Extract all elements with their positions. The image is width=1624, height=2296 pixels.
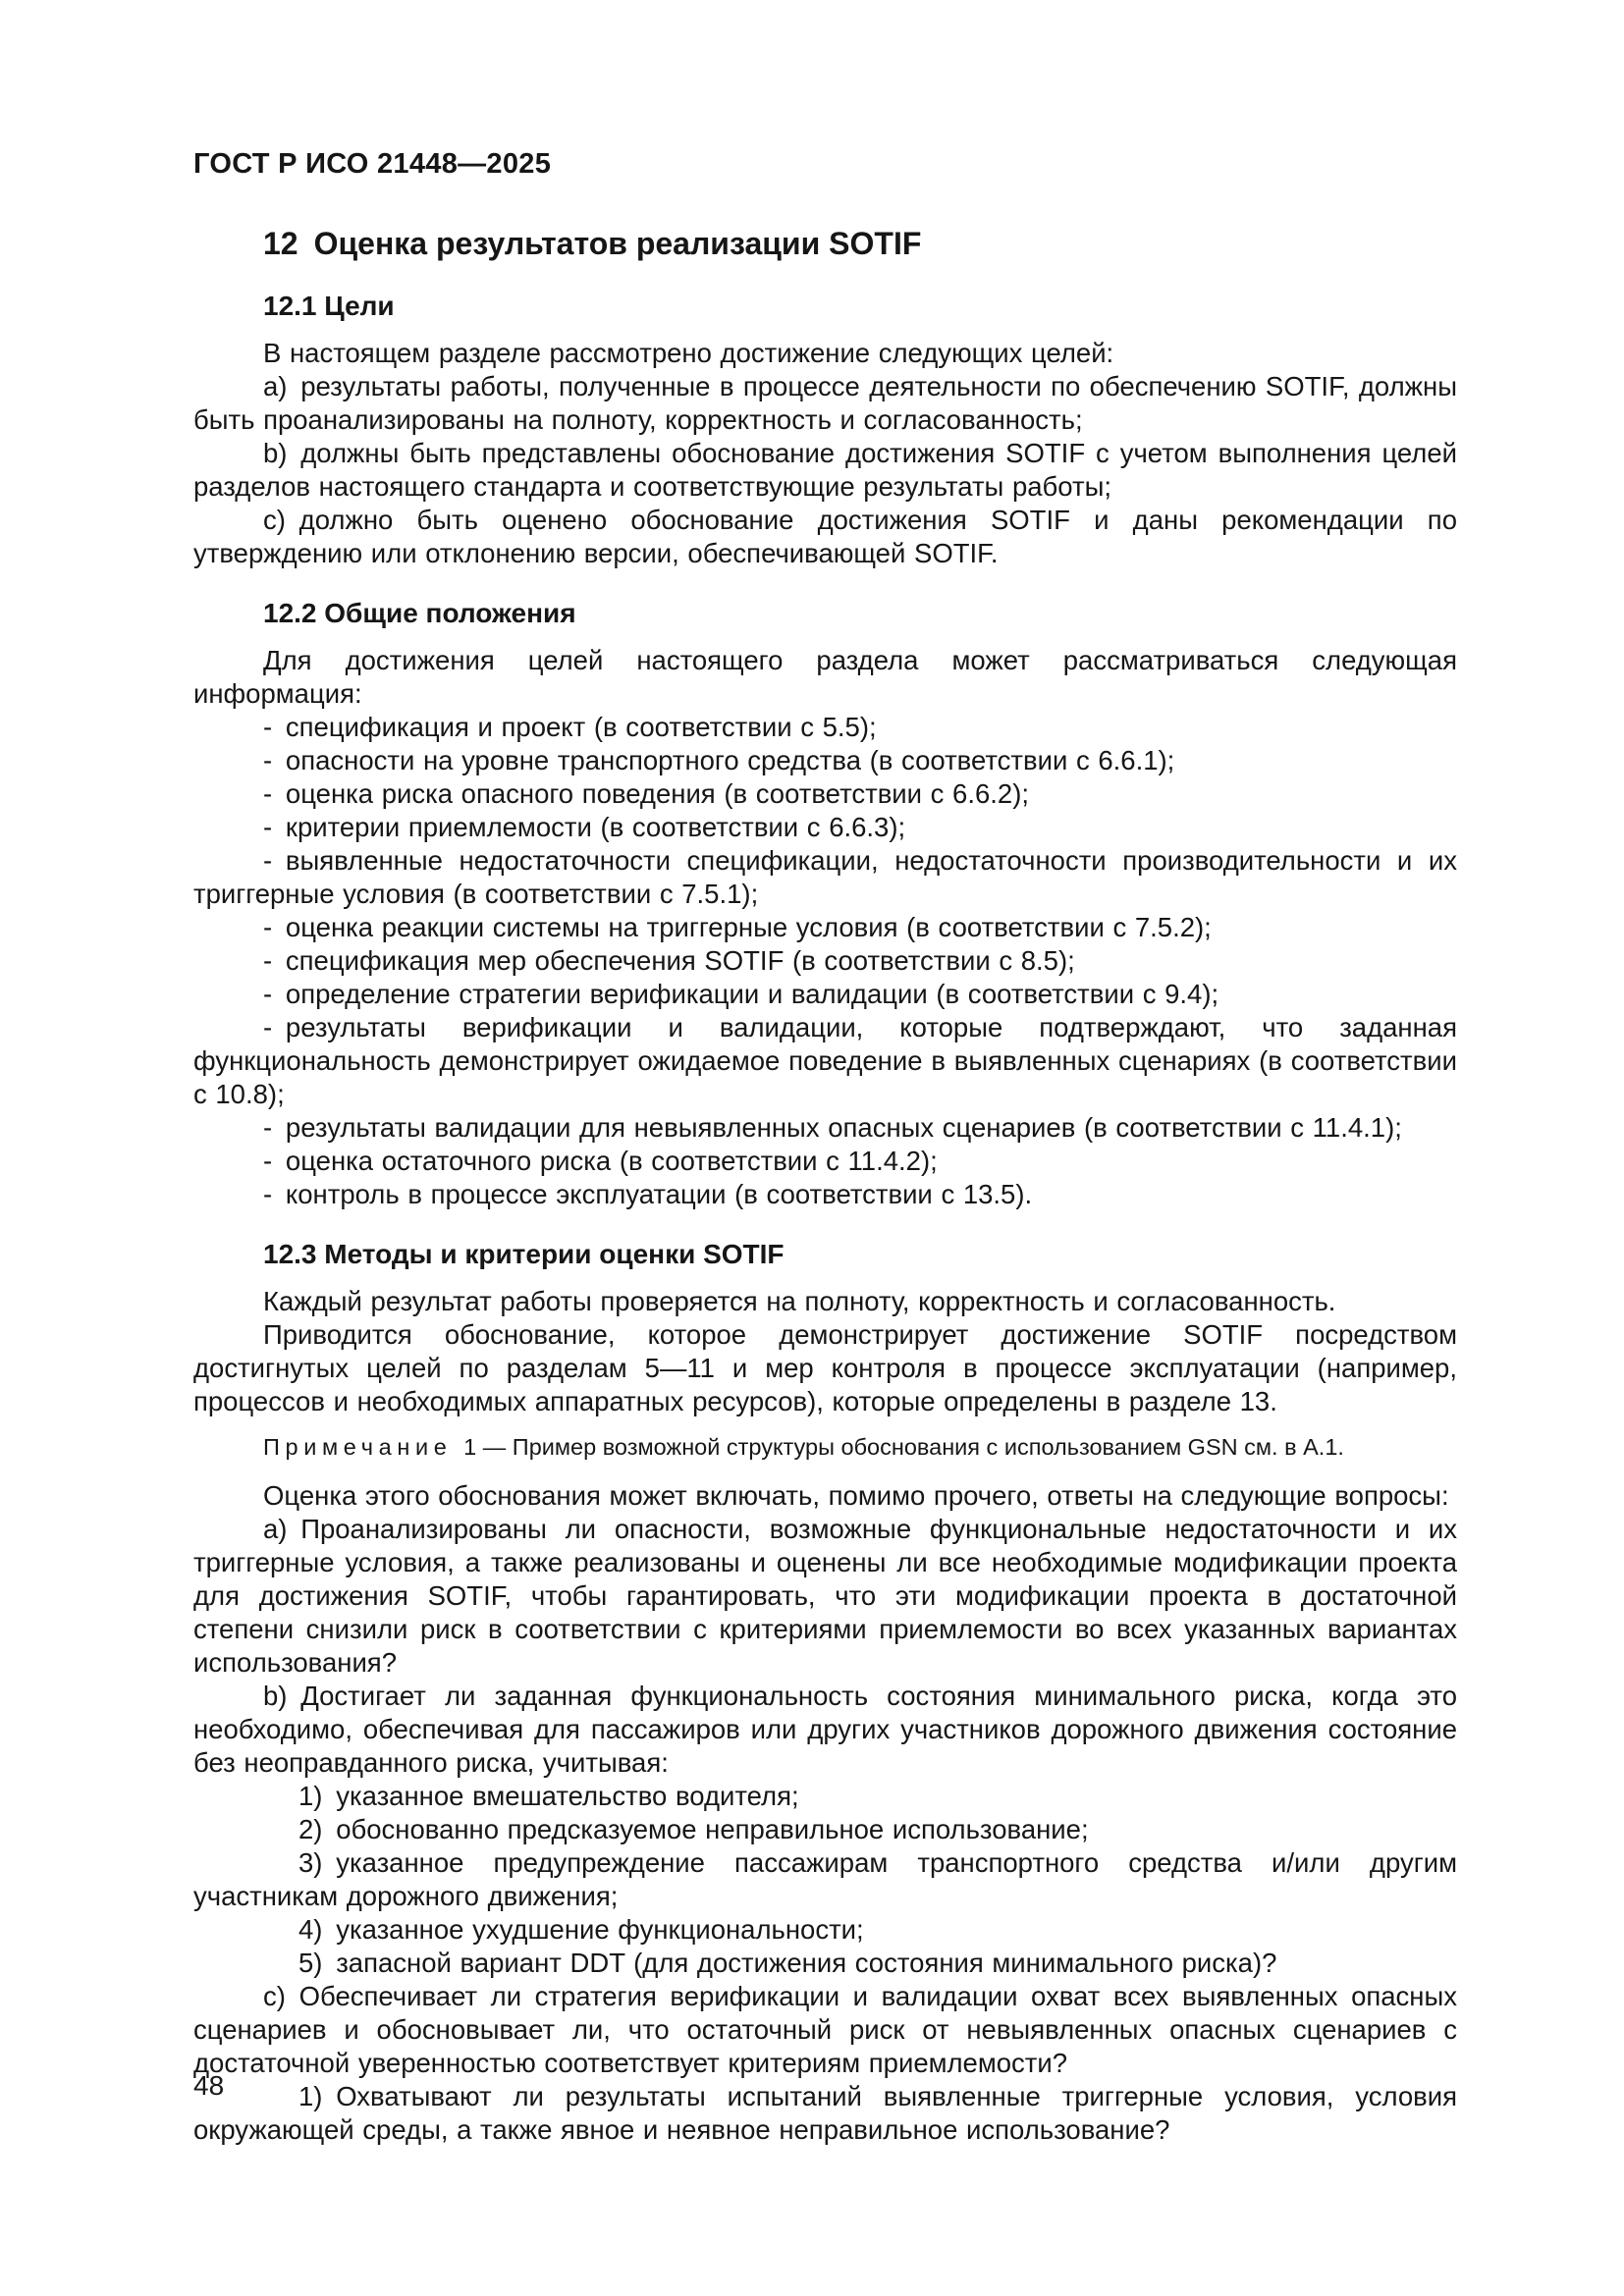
note-text: 1 — Пример возможной структуры обоснования с использованием GSN см. в А.1. xyxy=(452,1434,1344,1460)
section-12-title: 12 Оценка результатов реализации SOTIF xyxy=(263,226,922,261)
list-item-operation-control: - контроль в процессе эксплуатации (в соответствии с 13.5). xyxy=(263,1179,1033,1209)
question-b-item-4: 4) указанное ухудшение функциональности; xyxy=(298,1914,864,1945)
question-a: a) Проанализированы ли опасности, возможные функциональные недостаточности и их триггерные условия, а также реализованы и оценены ли все необходимые модификации проекта для достижения SOTIF, чтобы гарантировать, что эти модификации проекта в достаточной степени снизили риск в соответствии с критериями приемлемости во всех указанных вариантах использования? xyxy=(193,1514,1457,1678)
note-1 xyxy=(193,1432,1457,1462)
question-c-item-1: 1) Охватывают ли результаты испытаний выявленные триггерные условия, условия окружающей среды, а также явное и неявное неправильное использование? xyxy=(193,2081,1457,2145)
question-b-item-5: 5) запасной вариант DDT (для достижения состояния минимального риска)? xyxy=(298,1948,1277,1978)
list-item-vv-strategy: - определение стратегии верификации и валидации (в соответствии с 9.4); xyxy=(263,979,1219,1009)
list-item-validation-results: - результаты валидации для невыявленных опасных сценариев (в соответствии с 11.4.1); xyxy=(263,1112,1402,1143)
list-item-system-reaction: - оценка реакции системы на триггерные условия (в соответствии с 7.5.2); xyxy=(263,912,1212,942)
paragraph-12-3-p2: Приводится обоснование, которое демонстрирует достижение SOTIF посредством достигнутых целей по разделам 5—11 и мер контроля в процессе эксплуатации (например, процессов и необходимых аппаратных ресурсов), которые определены в разделе 13. xyxy=(193,1319,1457,1416)
paragraph-12-3-p1: Каждый результат работы проверяется на полноту, корректность и согласованность. xyxy=(263,1286,1336,1316)
question-b-item-2: 2) обоснованно предсказуемое неправильное использование; xyxy=(298,1814,1089,1844)
section-12-2-title: 12.2 Общие положения xyxy=(263,598,576,628)
list-item-acceptance-criteria: - критерии приемлемости (в соответствии с 6.6.3); xyxy=(263,812,906,842)
question-b: b) Достигает ли заданная функциональность состояния минимального риска, когда это необходимо, обеспечивая для пассажиров или других участников дорожного движения состояние без неоправданного риска, учитывая: xyxy=(193,1681,1457,1778)
paragraph-12-1-intro: В настоящем разделе рассмотрено достижение следующих целей: xyxy=(263,338,1114,368)
list-item-spec-project: - спецификация и проект (в соответствии с 5.5); xyxy=(263,712,877,742)
question-b-item-3: 3) указанное предупреждение пассажирам транспортного средства и/или другим участникам дорожного движения; xyxy=(193,1847,1457,1911)
list-item-residual-risk: - оценка остаточного риска (в соответствии с 11.4.2); xyxy=(263,1146,938,1176)
question-c: c) Обеспечивает ли стратегия верификации и валидации охват всех выявленных опасных сценариев и обосновывает ли, что остаточный риск от невыявленных опасных сценариев с достаточной уверенностью соответствует критериям приемлемости? xyxy=(193,1981,1457,2078)
list-item-sotif-measures: - спецификация мер обеспечения SOTIF (в соответствии с 8.5); xyxy=(263,945,1075,976)
paragraph-12-1-item-a: a) результаты работы, полученные в процессе деятельности по обеспечению SOTIF, должны быть проанализированы на полноту, корректность и согласованность; xyxy=(193,371,1457,435)
running-header: ГОСТ Р ИСО 21448—2025 xyxy=(193,148,552,180)
paragraph-12-3-p3: Оценка этого обоснования может включать, помимо прочего, ответы на следующие вопросы: xyxy=(263,1480,1449,1511)
paragraph-12-2-intro: Для достижения целей настоящего раздела может рассматриваться следующая информация: xyxy=(193,645,1457,709)
paragraph-12-1-item-b: b) должны быть представлены обоснование достижения SOTIF с учетом выполнения целей разделов настоящего стандарта и соответствующие результаты работы; xyxy=(193,438,1457,502)
question-b-item-1: 1) указанное вмешательство водителя; xyxy=(298,1781,799,1811)
section-12-3-title: 12.3 Методы и критерии оценки SOTIF xyxy=(263,1239,785,1269)
list-item-risk-assessment: - оценка риска опасного поведения (в соответствии с 6.6.2); xyxy=(263,778,1030,809)
section-12-1-title: 12.1 Цели xyxy=(263,291,395,321)
list-item-insufficiencies: - выявленные недостаточности спецификации, недостаточности производительности и их триггерные условия (в соответствии с 7.5.1); xyxy=(193,845,1457,909)
list-item-vv-results: - результаты верификации и валидации, которые подтверждают, что заданная функциональность демонстрирует ожидаемое поведение в выявленных сценариях (в соответствии с 10.8); xyxy=(193,1012,1457,1109)
note-label: Примечание xyxy=(263,1434,453,1460)
paragraph-12-1-item-c: c) должно быть оценено обоснование достижения SOTIF и даны рекомендации по утверждению или отклонению версии, обеспечивающей SOTIF. xyxy=(193,505,1457,568)
list-item-vehicle-hazards: - опасности на уровне транспортного средства (в соответствии с 6.6.1); xyxy=(263,745,1175,775)
page-number: 48 xyxy=(193,2070,225,2101)
